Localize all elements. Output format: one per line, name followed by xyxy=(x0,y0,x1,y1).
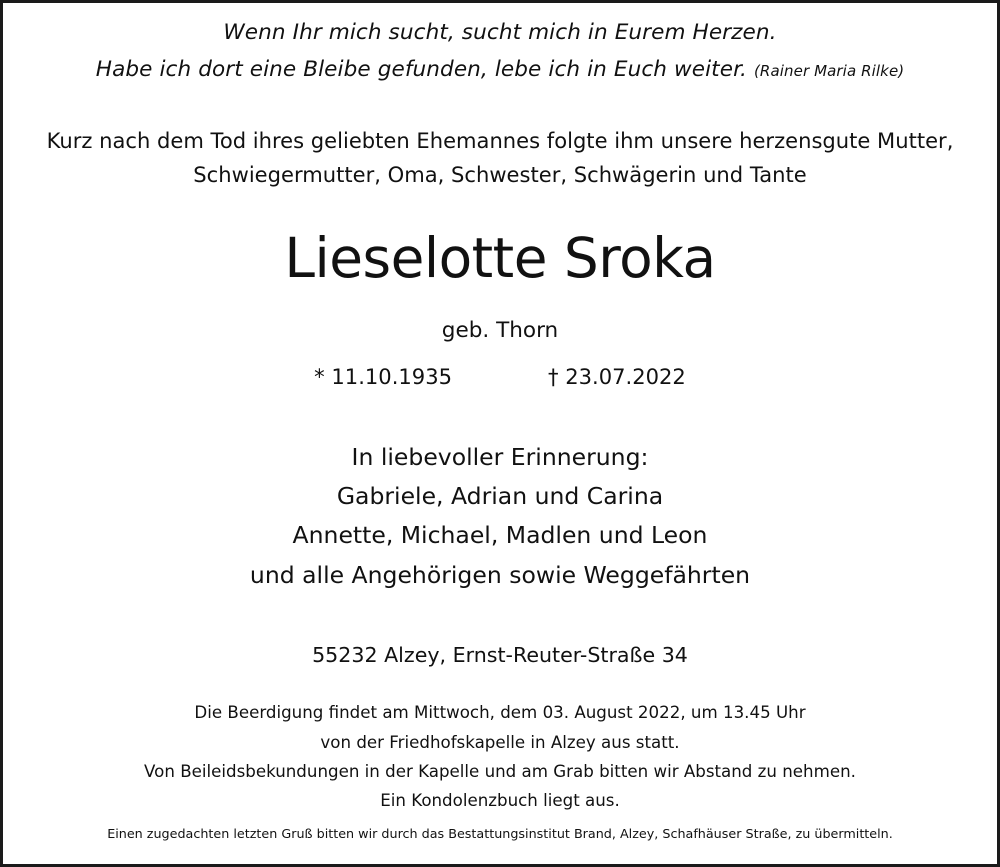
condolence-note: Einen zugedachten letzten Gruß bitten wir durch das Bestattungsinstitut Brand, Alzey, Schafhäuser Straße, zu übermitteln. xyxy=(107,827,893,842)
deceased-name: Lieselotte Sroka xyxy=(284,226,716,290)
mourners-heading: In liebevoller Erinnerung: xyxy=(351,443,649,471)
quote-author: (Rainer Maria Rilke) xyxy=(753,62,905,80)
funeral-line-2: von der Friedhofskapelle in Alzey aus statt. xyxy=(320,733,680,752)
intro-line-2: Schwiegermutter, Oma, Schwester, Schwägerin und Tante xyxy=(193,162,807,187)
life-dates xyxy=(0,364,1000,389)
quote-text-1: Wenn Ihr mich sucht, sucht mich in Eurem Herzen. xyxy=(223,20,777,45)
funeral-line-3: Von Beileidsbekundungen in der Kapelle und am Grab bitten wir Abstand zu nehmen. xyxy=(144,762,856,781)
maiden-name: geb. Thorn xyxy=(441,318,559,343)
death-date: † 23.07.2022 xyxy=(548,364,686,389)
mourners-line-2: Annette, Michael, Madlen und Leon xyxy=(292,521,708,549)
quote-line-1 xyxy=(0,20,1000,45)
quote-text-2: Habe ich dort eine Bleibe gefunden, lebe ich in Euch weiter. xyxy=(95,57,748,82)
intro-line-1: Kurz nach dem Tod ihres geliebten Ehemannes folgte ihm unsere herzensgute Mutter, xyxy=(46,128,954,153)
funeral-line-1: Die Beerdigung findet am Mittwoch, dem 03. August 2022, um 13.45 Uhr xyxy=(194,703,806,722)
funeral-line-4: Ein Kondolenzbuch liegt aus. xyxy=(380,791,620,810)
family-address: 55232 Alzey, Ernst-Reuter-Straße 34 xyxy=(312,643,688,667)
birth-date: * 11.10.1935 xyxy=(314,364,452,389)
mourners-line-3: und alle Angehörigen sowie Weggefährten xyxy=(249,561,751,589)
quote-line-2 xyxy=(0,57,1000,82)
mourners-line-1: Gabriele, Adrian und Carina xyxy=(336,482,664,510)
